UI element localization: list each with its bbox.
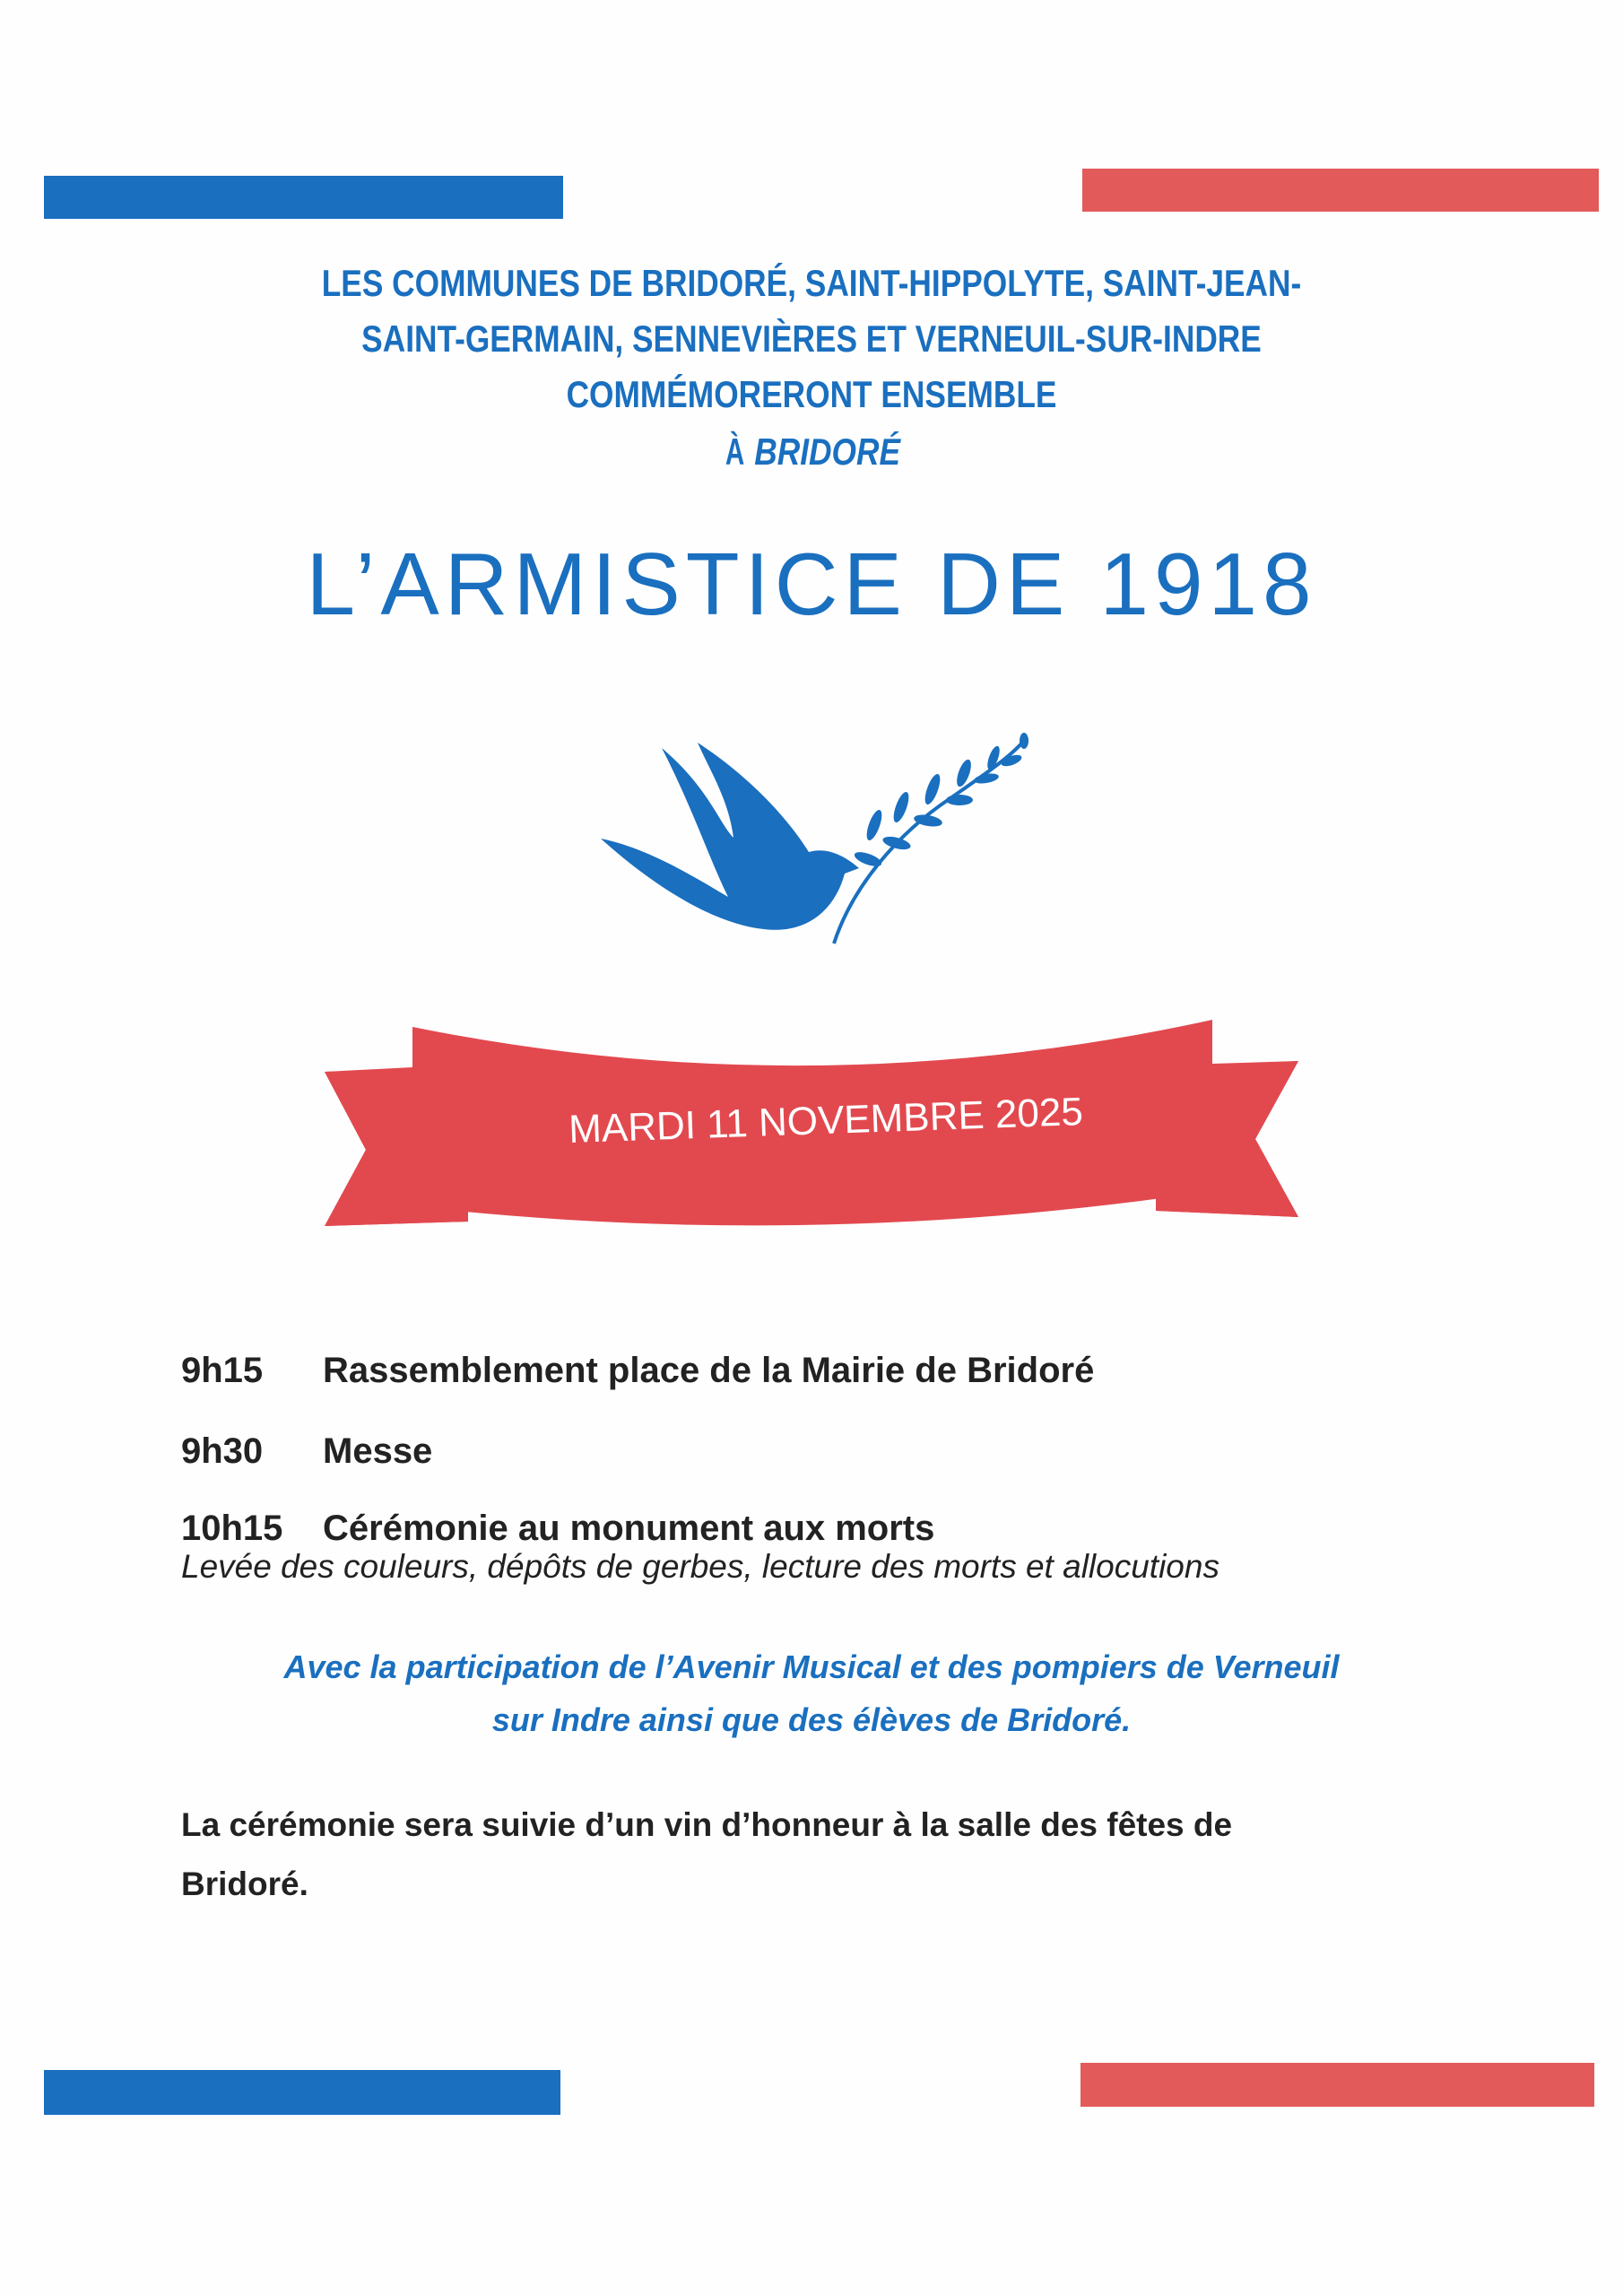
header-line-3: COMMÉMORERONT ENSEMBLE bbox=[566, 373, 1057, 415]
location-prefix: À bbox=[725, 430, 752, 473]
schedule-activity-2: Messe bbox=[323, 1431, 433, 1471]
closing-line-2: Bridoré. bbox=[181, 1866, 308, 1902]
schedule-time-3: 10h15 bbox=[181, 1509, 283, 1548]
header-line-1: LES COMMUNES DE BRIDORÉ, SAINT-HIPPOLYTE, SAINT-JEAN- bbox=[321, 262, 1302, 304]
schedule-activity-1: Rassemblement place de la Mairie de Bridoré bbox=[323, 1351, 1095, 1390]
bottom-blue-bar bbox=[44, 2070, 560, 2115]
participation-line-2: sur Indre ainsi que des élèves de Bridoré. bbox=[491, 1701, 1132, 1738]
dove-icon bbox=[601, 743, 859, 930]
schedule-activity-3: Cérémonie au monument aux morts bbox=[323, 1509, 935, 1548]
participation-line-1: Avec la participation de l’Avenir Musical et des pompiers de Verneuil bbox=[283, 1648, 1340, 1685]
header-line-2: SAINT-GERMAIN, SENNEVIÈRES ET VERNEUIL-SUR-INDRE bbox=[361, 317, 1262, 360]
schedule-details-3: Levée des couleurs, dépôts de gerbes, lecture des morts et allocutions bbox=[181, 1548, 1219, 1585]
schedule-time-2: 9h30 bbox=[181, 1431, 264, 1471]
schedule-time-1: 9h15 bbox=[181, 1351, 264, 1390]
bottom-red-bar bbox=[1081, 2063, 1594, 2107]
olive-leaves bbox=[853, 733, 1028, 869]
olive-branch-stem bbox=[834, 743, 1022, 944]
page-title: L’ARMISTICE DE 1918 bbox=[306, 535, 1317, 633]
date-banner-text: MARDI 11 NOVEMBRE 2025 bbox=[568, 1090, 1084, 1152]
closing-line-1: La cérémonie sera suivie d’un vin d’honneur à la salle des fêtes de bbox=[181, 1806, 1233, 1843]
location-name: BRIDORÉ bbox=[754, 430, 900, 473]
